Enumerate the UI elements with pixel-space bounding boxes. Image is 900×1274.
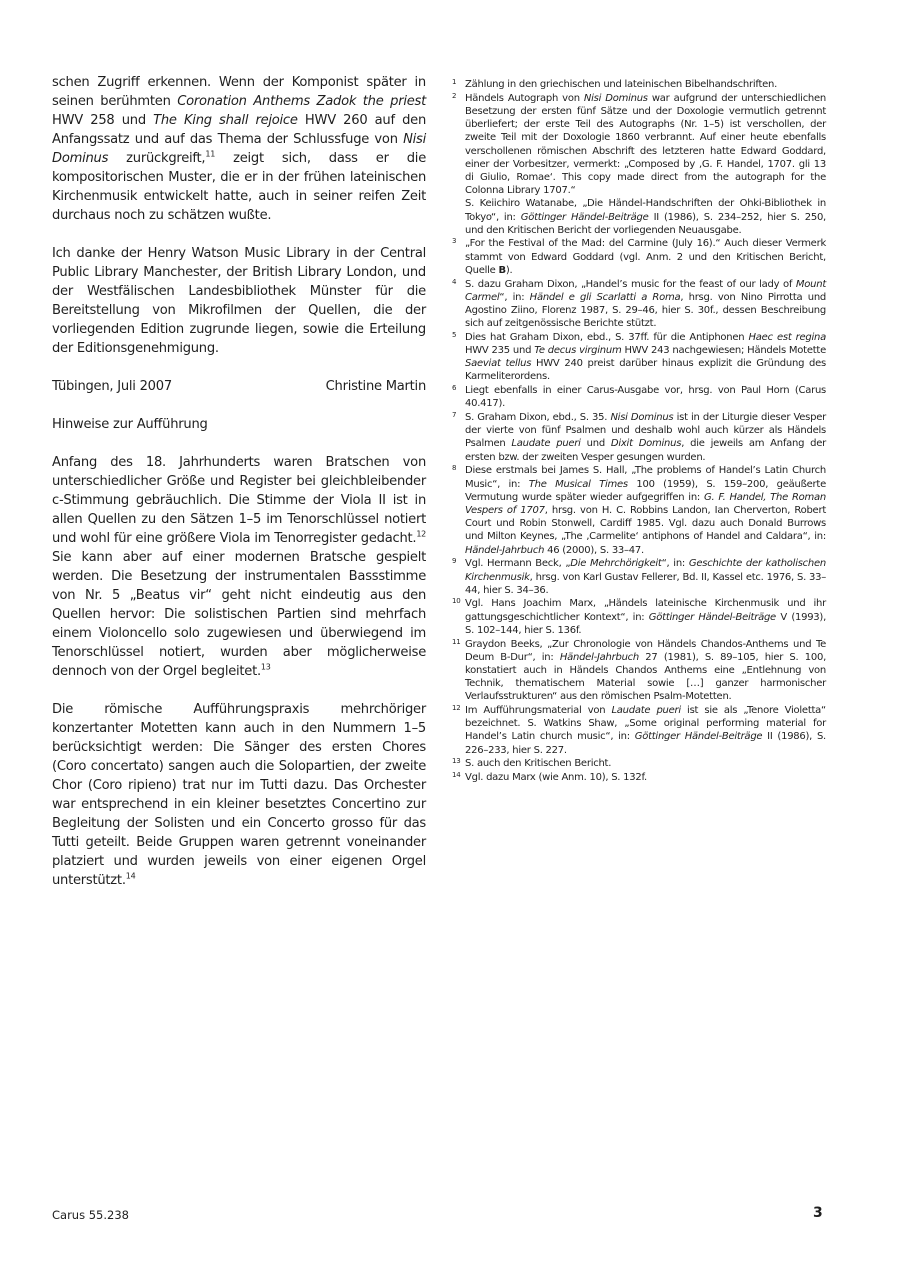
footnote-number: 10 — [452, 597, 461, 606]
footnote-text: Zählung in den griechischen und lateinischen Bibelhandschriften. — [465, 79, 778, 90]
main-text-column — [52, 73, 426, 890]
footnote-number: 7 — [452, 411, 457, 420]
performance-paragraph: Die römische Aufführungspraxis mehrchöriger konzertanter Motetten kann auch in den Nummern 1–5 berücksichtigt werden: Die Sänger des ersten Chores (Coro concertato) sangen auch die Solopartien, der zweite Chor (Coro ripieno) trat nur im Tutti dazu. Das Orchester war entsprechend in ein kleiner besetztes Concertino zur Begleitung der Solisten und ein Concerto grosso für das Tutti geteilt. Beide Gruppen waren getrennt voneinander platziert und wurden jeweils von einer eigenen Orgel unterstützt.$^{14}$ — [52, 702, 426, 888]
footnote-number: 9 — [452, 557, 457, 566]
footnote-text: S. Graham Dixon, ebd., S. 35. Nisi Dominus ist in der Liturgie dieser Vesper der vierte von fünf Psalmen und deshalb wohl auch kürzer als Händels Psalmen Laudate pueri und Dixit Dominus, die jeweils am Anfang der ersten bzw. der zweiten Vesper gesungen wurden. — [465, 412, 826, 463]
footnote-text: „For the Festival of the Mad: del Carmine (July 16).“ Auch dieser Vermerk stammt von Edward Goddard (vgl. Anm. 2 und den Kritischen Bericht, Quelle B). — [465, 238, 826, 276]
footnote-number: 14 — [452, 771, 461, 780]
performance-paragraph: Anfang des 18. Jahrhunderts waren Bratschen von unterschiedlicher Größe und Register bei gleichbleibender c-Stimmung gebräuchlich. Die Stimme der Viola II ist in allen Quellen zu den Sätzen 1–5 im Tenorschlüssel notiert und wohl für eine größere Viola im Tenorregister gedacht.$^{12}$ Sie kann aber auf einer modernen Bratsche gespielt werden. Die Besetzung der instrumentalen Bassstimme von Nr. 5 „Beatus vir“ geht nicht eindeutig aus den Quellen hervor: Die solistischen Partien sind mehrfach einem Violoncello solo zugewiesen und überwiegend im Tenorschlüssel notiert, wurden aber möglicherweise dennoch von der Orgel begleitet.$^{13}$ — [52, 455, 426, 679]
footnote — [452, 411, 826, 464]
body-paragraph: schen Zugriff erkennen. Wenn der Komponist später in seinen berühmten Coronation Anthems Zadok the priest HWV 258 und The King shall rejoice HWV 260 auf den Anfangssatz und auf das Thema der Schlussfuge von Nisi Dominus zurückgreift,$^{11}$ zeigt sich, dass er die kompositorischen Muster, die er in der frühen lateinischen Kirchenmusik entwickelt hatte, auch in seiner reifen Zeit durchaus noch zu schätzen wußte. — [52, 75, 427, 223]
footnote-text: S. dazu Graham Dixon, „Handel’s music for the feast of our lady of Mount Carmel“, in: Händel e gli Scarlatti a Roma, hrsg. von Nino Pirrotta und Agostino Ziino, Florenz 1987, S. 29–46, hier S. 30f., dessen Beschreibung sich auf zeitgenössische Berichte stützt. — [465, 278, 826, 330]
footnote — [452, 597, 826, 637]
acknowledgement-paragraph: Ich danke der Henry Watson Music Library in der Central Public Library Manchester, der British Library London, und der Westfälischen Landesbibliothek Münster für die Bereitstellung von Mikrofilmen der Quellen, die der vorliegenden Edition zugrunde liegen, sowie die Erteilung der Editionsgenehmigung. — [52, 246, 426, 356]
footnote-text: Im Aufführungsmaterial von Laudate pueri ist sie als „Tenore Violetta“ bezeichnet. S. Watkins Shaw, „Some original performing material for Handel’s Latin church music“, in: Göttinger Händel-Beiträge II (1986), S. 226–233, hier S. 227. — [465, 705, 826, 756]
publisher-reference: Carus 55.238 — [52, 1208, 129, 1222]
footnote-number: 2 — [452, 91, 457, 100]
footnote-text: Diese erstmals bei James S. Hall, „The problems of Handel’s Latin Church Music“, in: The Musical Times 100 (1959), S. 159–200, geäußerte Vermutung wurde später wieder aufgegriffen in: G. F. Handel, The Roman Vespers of 1707, hrsg. von H. C. Robbins Landon, Ian Cherverton, Robert Court und Robin Stonwell, Cardiff 1985. Vgl. dazu auch Donald Burrows und Milton Keynes, „The ‚Carmelite‘ antiphons of Handel and Caldara“, in: Händel-Jahrbuch 46 (2000), S. 33–47. — [465, 465, 826, 556]
footnote — [452, 757, 826, 770]
footnote-number: 13 — [452, 757, 461, 766]
footnote-text: Graydon Beeks, „Zur Chronologie von Händels Chandos-Anthems und Te Deum B-Dur“, in: Händel-Jahrbuch 27 (1981), S. 89–105, hier S. 100, konstatiert auch in Händels Chandos Anthems eine „Entlehnung von Technik, thematischem Material sowie […] ganzer harmonischer Verlaufsstrukturen“ aus den römischen Psalm-Motetten. — [465, 638, 826, 703]
signature-row — [52, 377, 426, 396]
footnotes-column — [452, 78, 826, 785]
footnote-number: 12 — [452, 704, 461, 713]
page-number: 3 — [813, 1205, 823, 1221]
footnote-text: S. auch den Kritischen Bericht. — [465, 758, 612, 770]
footnote-number: 4 — [452, 277, 457, 286]
footnote-number: 8 — [452, 464, 457, 473]
footnote — [452, 78, 826, 91]
footnote — [452, 92, 826, 237]
footnote — [452, 557, 826, 597]
footnote-number: 1 — [452, 78, 457, 86]
author-name: Christine Martin — [325, 379, 426, 394]
footnote-text: Liegt ebenfalls in einer Carus-Ausgabe vor, hrsg. von Paul Horn (Carus 40.417). — [465, 385, 826, 410]
place-date: Tübingen, Juli 2007 — [52, 379, 172, 394]
footnote-text: Vgl. Hans Joachim Marx, „Händels lateinische Kirchenmusik und ihr gattungsgeschichtlicher Kontext“, in: Göttinger Händel-Beiträge V (1993), S. 102–144, hier S. 136f. — [465, 598, 826, 636]
footnote — [452, 771, 826, 784]
footnote-text: Vgl. Hermann Beck, „Die Mehrchörigkeit“, in: Geschichte der katholischen Kirchenmusik, hrsg. von Karl Gustav Fellerer, Bd. II, Kassel etc. 1976, S. 33–44, hier S. 34–36. — [465, 558, 827, 596]
footnote-text: Händels Autograph von Nisi Dominus war aufgrund der unterschiedlichen Besetzung der ersten fünf Sätze und der Doxologie vermutlich getrennt überliefert; der erste Teil des Autographs (Nr. 1–5) ist verschollen, der zweite Teil mit der Doxologie 1860 verbrannt. Auf einer heute ebenfalls verschollenen römischen Abschrift des letzteren hatte Edward Goddard, einer der Vorbesitzer, vermerkt: „Composed by ‚G. F. Handel, 1707. gli 13 di Giulio, Romae‘. This copy made direct from the autograph for the Colonna Library 1707.“ S. Keiichiro Watanabe, „Die Händel-Handschriften der Ohki-Bibliothek in Tokyo“, in: Göttinger Händel-Beiträge II (1986), S. 234–252, hier S. 250, und den Kritischen Bericht der vorliegenden Neuausgabe. — [465, 92, 827, 236]
footnote — [452, 638, 826, 704]
footnote — [452, 464, 826, 556]
footnote-number: 5 — [452, 330, 457, 339]
footnote — [452, 237, 826, 277]
footnote-number: 11 — [452, 637, 461, 646]
footnote-number: 6 — [452, 384, 457, 393]
footnote-text: Vgl. dazu Marx (wie Anm. 10), S. 132f. — [465, 772, 647, 784]
footnote — [452, 331, 826, 384]
footnote-number: 3 — [452, 237, 457, 246]
footnote — [452, 384, 826, 410]
section-heading: Hinweise zur Aufführung — [52, 417, 208, 432]
footnote-text: Dies hat Graham Dixon, ebd., S. 37ff. für die Antiphonen Haec est regina HWV 235 und Te decus virginum HWV 243 nachgewiesen; Händels Motette Saeviat tellus HWV 240 preist darüber hinaus explizit die Gründung des Karmeliterordens. — [465, 331, 827, 383]
footnote — [452, 278, 826, 331]
footnote — [452, 704, 826, 757]
